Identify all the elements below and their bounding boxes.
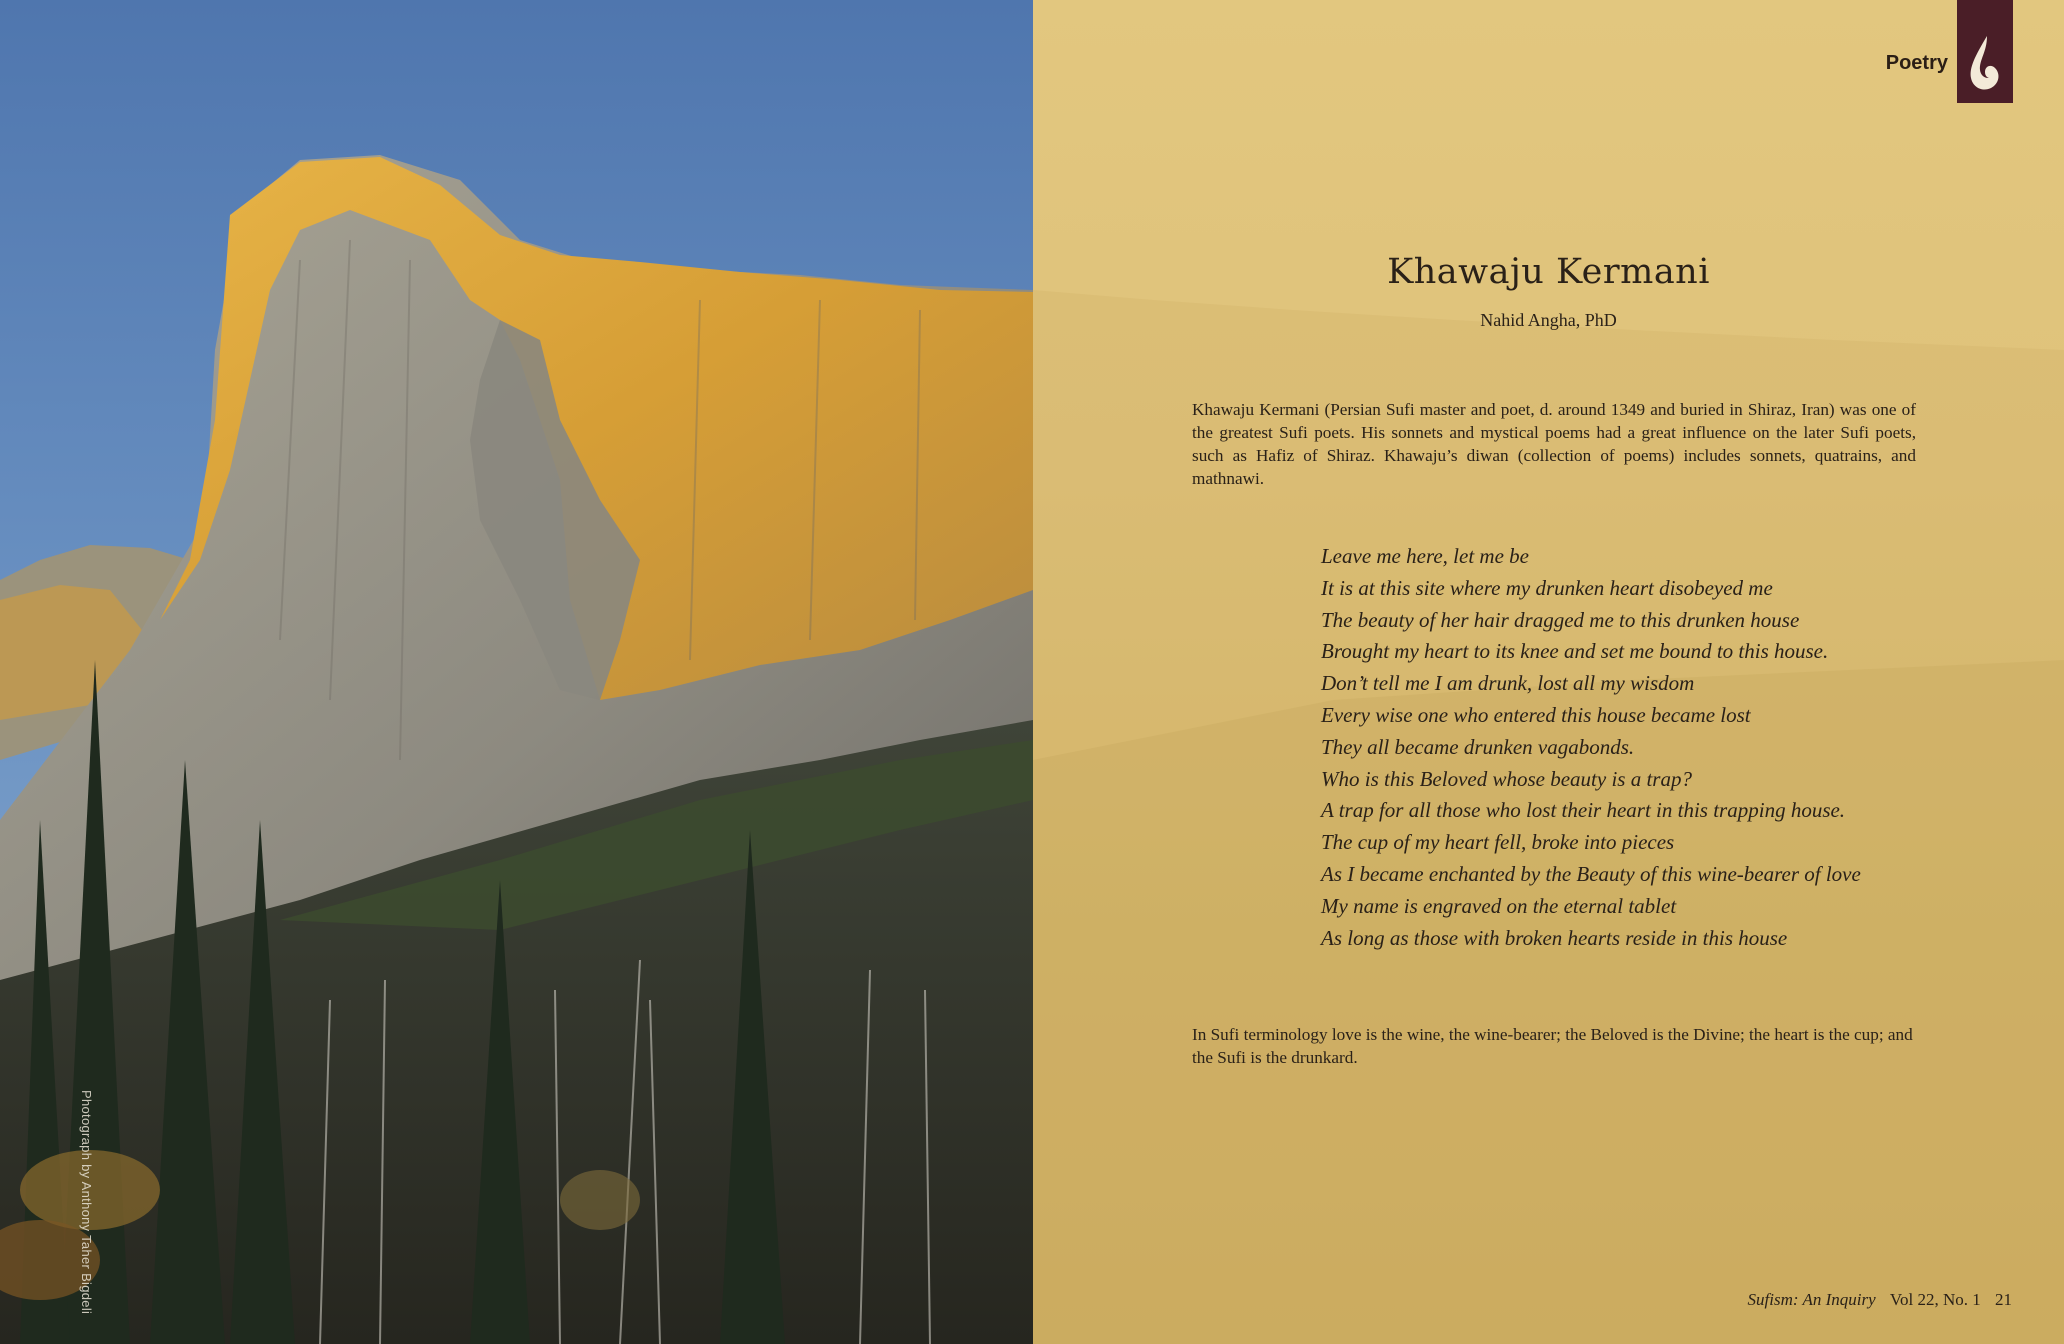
poem-line: It is at this site where my drunken heart disobeyed me [1321,575,1773,600]
page-footer [1738,1290,2012,1310]
section-label: Poetry [1885,52,1948,74]
section-tab [1957,0,2013,103]
flame-drop-icon [1965,34,2005,94]
poem-line: The beauty of her hair dragged me to this drunken house [1321,607,1800,632]
poem-line: They all became drunken vagabonds. [1321,734,1635,759]
poem-line: My name is engraved on the eternal tablet [1321,893,1677,918]
poem-line: Don’t tell me I am drunk, lost all my wisdom [1321,671,1695,696]
article-page [1033,0,2064,1344]
page-number: 21 [1995,1290,2012,1309]
poem-line: Who is this Beloved whose beauty is a trap? [1321,766,1692,791]
poem-line: Brought my heart to its knee and set me bound to this house. [1321,639,1829,664]
poem [1321,541,1961,954]
photo-credit: Photograph by Anthony Taher Bigdeli [79,1090,94,1315]
terminology-note: In Sufi terminology love is the wine, the wine-bearer; the Beloved is the Divine; the heart is the cup; and the Sufi is the drunkard. [1192,1025,1913,1067]
poem-line: As I became enchanted by the Beauty of this wine-bearer of love [1321,861,1861,886]
article-title: Khawaju Kermani [1387,252,1710,292]
poem-line: As long as those with broken hearts reside in this house [1321,925,1788,950]
intro-paragraph: Khawaju Kermani (Persian Sufi master and poet, d. around 1349 and buried in Shiraz, Iran) was one of the greatest Sufi poets. His sonnets and mystical poems had a great influence on the later Sufi poets, such as Hafiz of Shiraz. Khawaju’s diwan (collection of poems) includes sonnets, quatrains, and mathnawi. [1192,400,1916,488]
poem-line: A trap for all those who lost their heart in this trapping house. [1321,798,1846,823]
journal-title: Sufism: An Inquiry [1747,1290,1876,1309]
poem-line: Leave me here, let me be [1321,544,1529,568]
journal-volume: Vol 22, No. 1 [1889,1290,1981,1309]
article-author: Nahid Angha, PhD [1480,310,1617,330]
poem-line: Every wise one who entered this house became lost [1321,702,1751,727]
poem-line: The cup of my heart fell, broke into pieces [1321,830,1675,855]
